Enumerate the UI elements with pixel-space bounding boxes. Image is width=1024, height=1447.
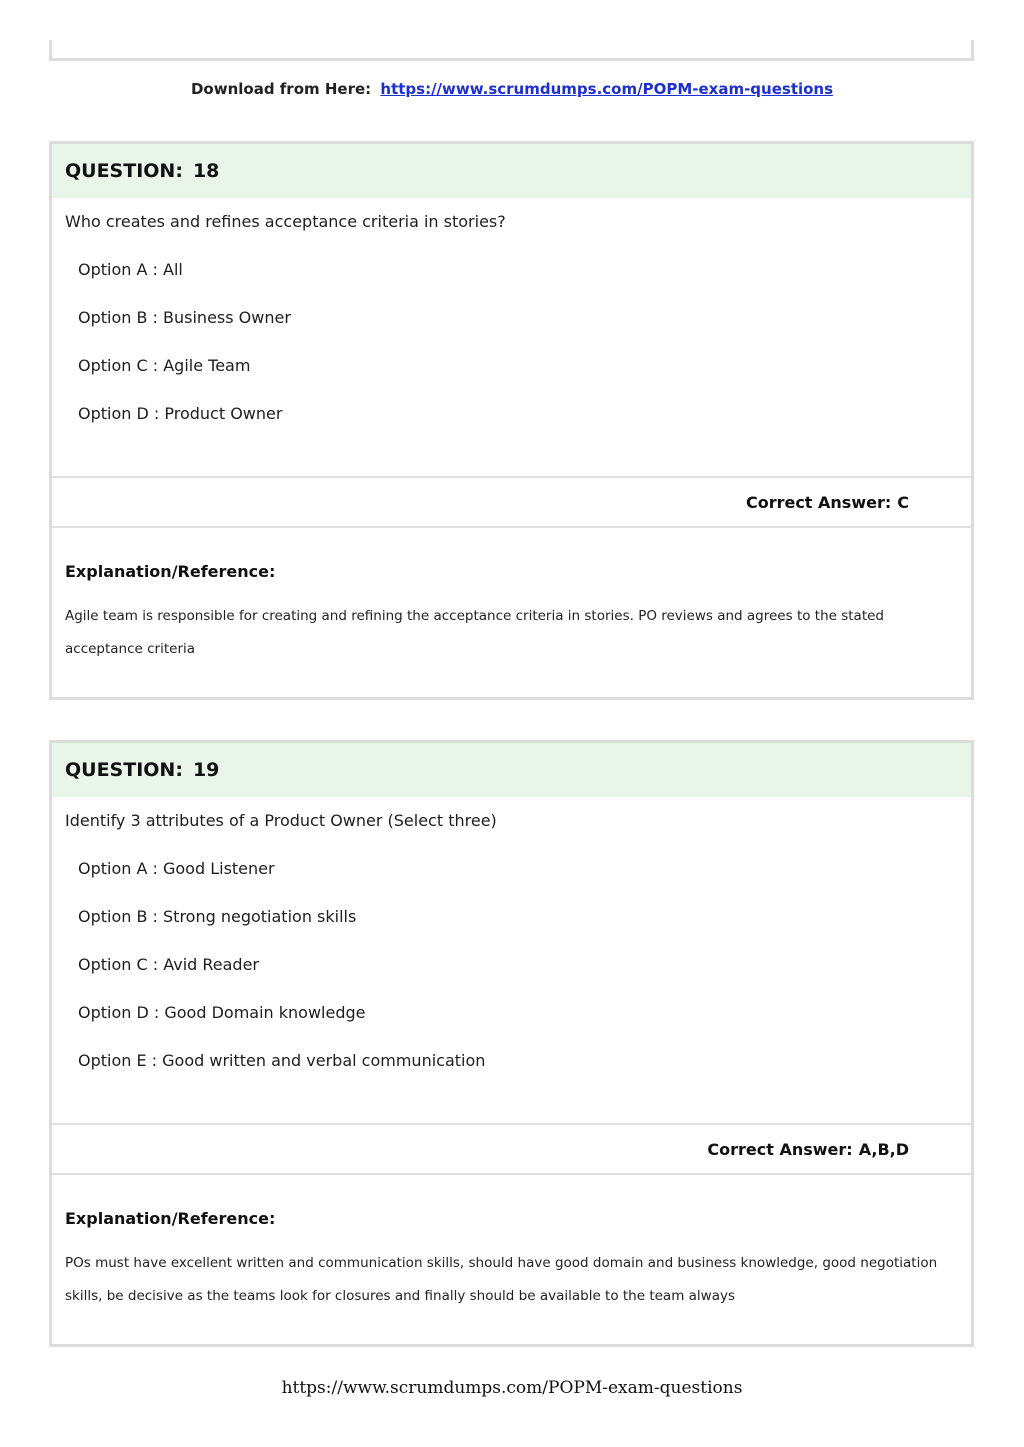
explanation-title: Explanation/Reference: [65,562,276,581]
download-link[interactable]: https://www.scrumdumps.com/POPM-exam-questions [380,80,834,98]
correct-answer-row [52,1123,971,1175]
question-body [52,797,971,1123]
option-c: Option C : Avid Reader [78,955,260,974]
option-b: Option B : Business Owner [78,308,291,327]
option-d: Option D : Product Owner [78,404,283,423]
question-label: QUESTION: [65,160,183,182]
explanation-title: Explanation/Reference: [65,1209,276,1228]
question-number: 19 [192,759,220,781]
explanation-section [52,1207,971,1313]
question-card [49,141,974,700]
question-text: Identify 3 attributes of a Product Owner (Select three) [65,811,497,830]
previous-card-bottom-border [49,40,974,61]
question-header [52,743,971,797]
question-body [52,198,971,476]
option-a: Option A : All [78,260,183,279]
explanation-text: POs must have excellent written and communication skills, should have good domain and business knowledge, good negotiation skills, be decisive as the teams look for closures and finally should be available to the team always [65,1255,938,1304]
question-label: QUESTION: [65,759,183,781]
option-c: Option C : Agile Team [78,356,251,375]
footer-url: https://www.scrumdumps.com/POPM-exam-questions [281,1378,743,1398]
option-e: Option E : Good written and verbal communication [78,1051,486,1070]
explanation-section [52,560,971,666]
explanation-text: Agile team is responsible for creating and refining the acceptance criteria in stories. PO reviews and agrees to the stated acceptance criteria [65,608,884,657]
question-text: Who creates and refines acceptance criteria in stories? [65,212,506,231]
correct-answer-value: A,B,D [858,1139,909,1159]
question-header [52,144,971,198]
correct-answer-value: C [897,492,909,512]
download-banner [0,80,1024,98]
download-label: Download from Here: [190,80,372,98]
question-card [49,740,974,1347]
correct-answer-row [52,476,971,528]
correct-answer-label: Correct Answer: [707,1139,853,1159]
option-d: Option D : Good Domain knowledge [78,1003,366,1022]
correct-answer-label: Correct Answer: [745,492,892,512]
option-a: Option A : Good Listener [78,859,275,878]
option-b: Option B : Strong negotiation skills [78,907,357,926]
question-number: 18 [192,160,220,182]
